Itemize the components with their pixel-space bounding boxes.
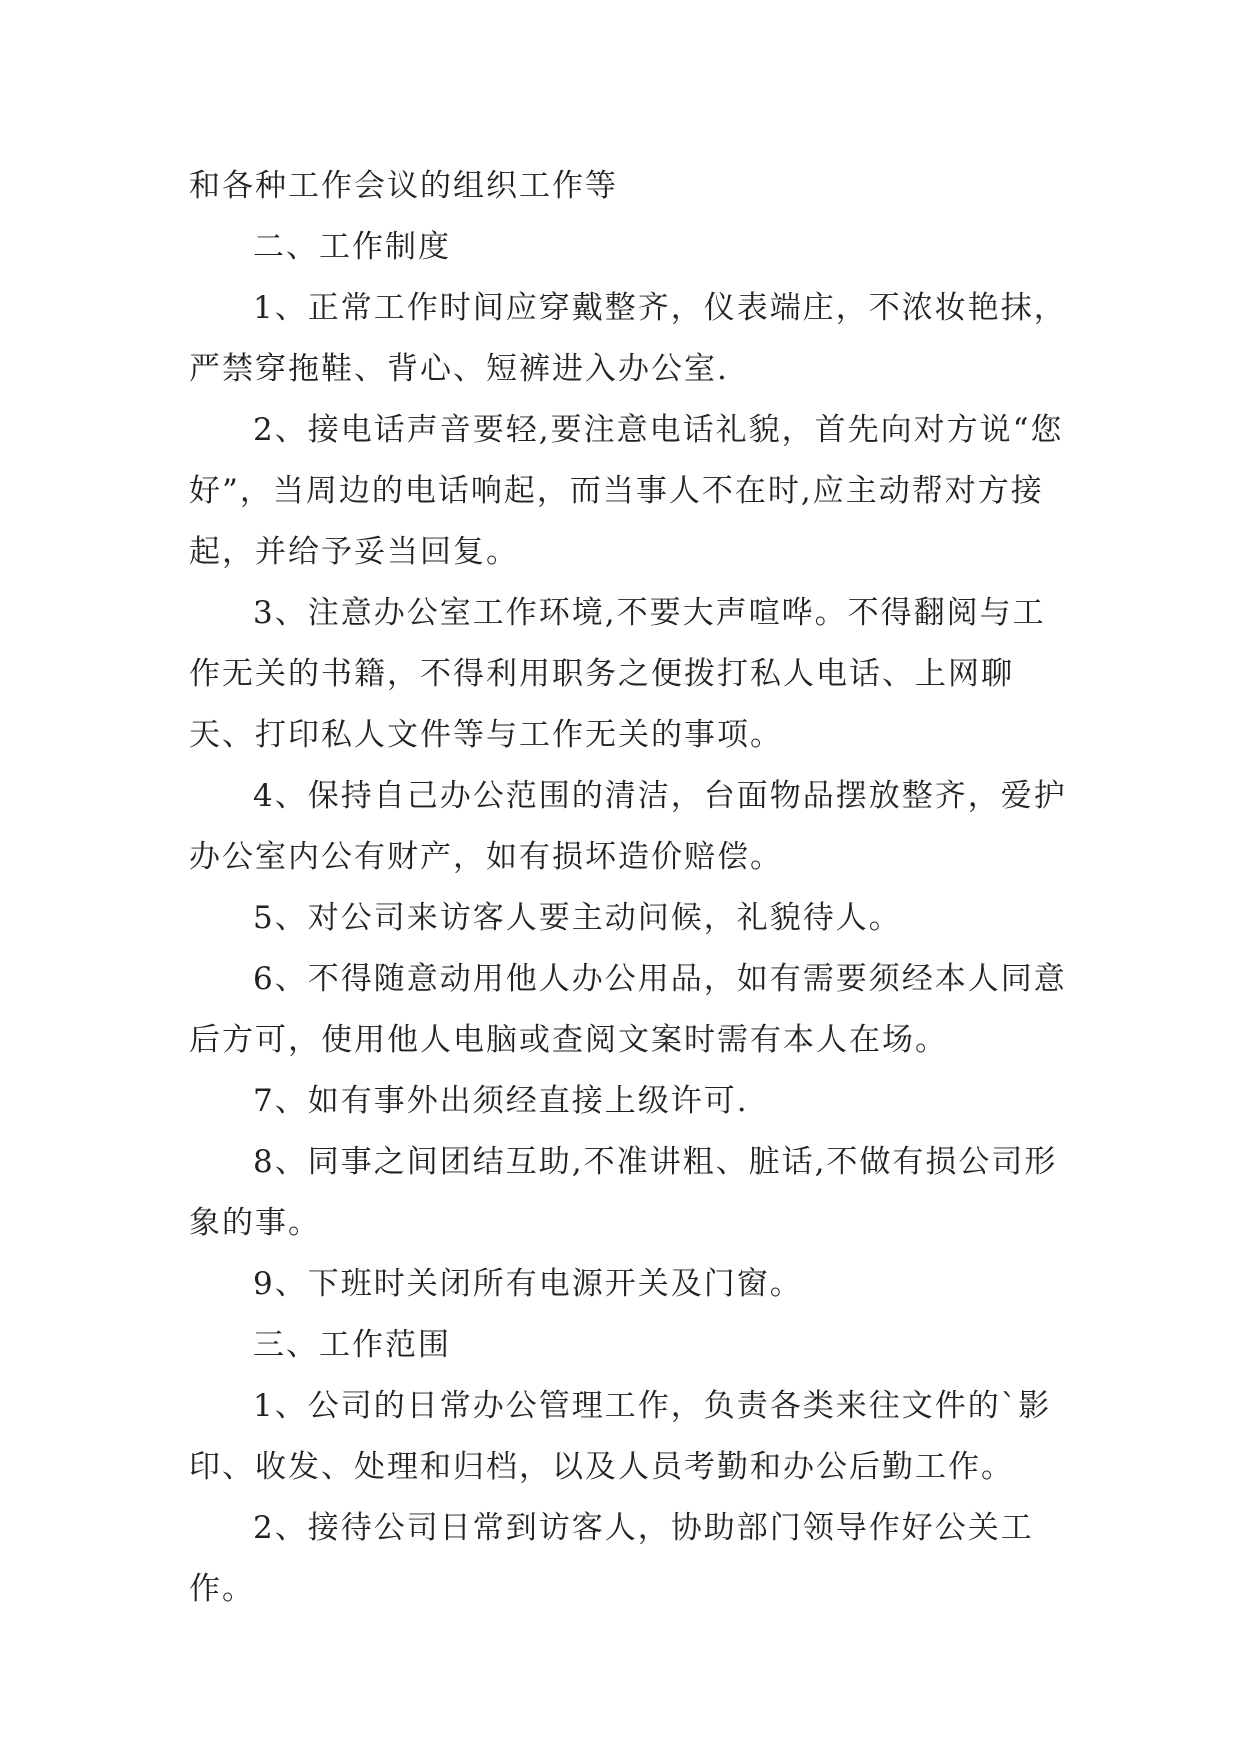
rule-item-6: 6、不得随意动用他人办公用品，如有需要须经本人同意后方可，使用他人电脑或查阅文案时需有本人在场。: [189, 961, 1067, 1058]
section-heading-work-scope: 三、工作范围: [253, 1327, 451, 1363]
document-body: [189, 156, 1069, 1620]
section-heading-work-rules: 二、工作制度: [253, 229, 451, 265]
scope-item-1: 1、公司的日常办公管理工作，负责各类来往文件的`影印、收发、处理和归档，以及人员考勤和办公后勤工作。: [189, 1388, 1052, 1485]
scope-item-2: 2、接待公司日常到访客人，协助部门领导作好公关工作。: [189, 1510, 1034, 1607]
rule-item-3: 3、注意办公室工作环境,不要大声喧哗。不得翻阅与工作无关的书籍，不得利用职务之便拨打私人电话、上网聊天、打印私人文件等与工作无关的事项。: [189, 595, 1046, 753]
rule-item-9: 9、下班时关闭所有电源开关及门窗。: [253, 1266, 803, 1302]
rule-item-5: 5、对公司来访客人要主动问候，礼貌待人。: [253, 900, 902, 936]
rule-item-4: 4、保持自己办公范围的清洁，台面物品摆放整齐，爱护办公室内公有财产，如有损坏造价赔偿。: [189, 778, 1067, 875]
rule-item-8: 8、同事之间团结互助,不准讲粗、脏话,不做有损公司形象的事。: [189, 1144, 1058, 1241]
rule-item-7: 7、如有事外出须经直接上级许可.: [253, 1083, 749, 1119]
paragraph-continuation: 和各种工作会议的组织工作等: [189, 168, 618, 204]
rule-item-2: 2、接电话声音要轻,要注意电话礼貌，首先向对方说“您好”，当周边的电话响起，而当事人不在时,应主动帮对方接起，并给予妥当回复。: [189, 412, 1064, 570]
rule-item-1: 1、正常工作时间应穿戴整齐，仪表端庄，不浓妆艳抹，严禁穿拖鞋、背心、短裤进入办公室.: [189, 290, 1067, 387]
